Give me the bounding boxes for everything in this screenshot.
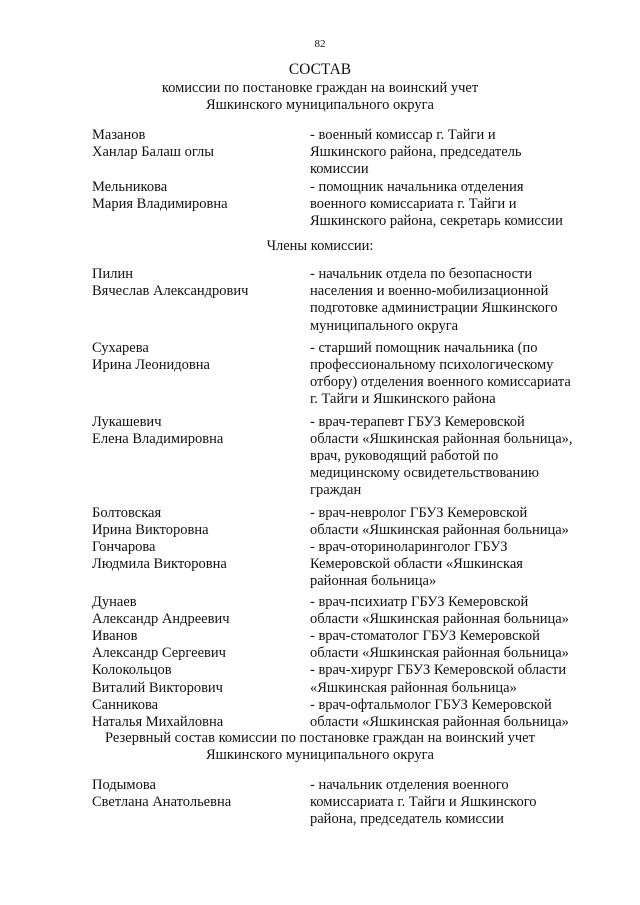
person-name <box>92 697 310 731</box>
role-line: района, председатель комиссии <box>310 811 504 828</box>
reserve-entry <box>92 777 612 829</box>
person-role <box>310 539 610 591</box>
member-entry <box>92 628 612 662</box>
role-line: профессиональному психологическому <box>310 357 554 374</box>
person-name <box>92 266 310 335</box>
person-name <box>92 628 310 662</box>
page-number: 82 <box>314 38 326 50</box>
surname: Болтовская <box>92 504 162 521</box>
given-names: Александр Сергеевич <box>92 645 226 662</box>
role-line: - старший помощник начальника (по <box>310 339 538 356</box>
given-names: Вячеслав Александрович <box>92 283 249 300</box>
person-role <box>310 179 610 231</box>
person-role <box>310 777 610 829</box>
surname: Иванов <box>92 628 138 645</box>
person-name <box>92 539 310 591</box>
person-role <box>310 505 610 539</box>
subtitle-line: комиссии по постановке граждан на воинский учет <box>161 80 479 96</box>
role-line: - врач-хирург ГБУЗ Кемеровской области <box>310 662 567 679</box>
surname: Колокольцов <box>92 662 172 679</box>
role-line: области «Яшкинская районная больница» <box>310 521 569 538</box>
person-name <box>92 414 310 500</box>
surname: Санникова <box>92 696 159 713</box>
person-name <box>92 662 310 696</box>
role-line: - врач-психиатр ГБУЗ Кемеровской <box>310 593 529 610</box>
role-line: медицинскому освидетельствованию <box>310 465 539 482</box>
surname: Сухарева <box>92 339 149 356</box>
person-name <box>92 127 310 179</box>
member-entry <box>92 662 612 696</box>
person-role <box>310 414 610 500</box>
reserve-heading-line: Яшкинского муниципального округа <box>206 747 434 763</box>
role-line: отбору) отделения военного комиссариата <box>310 374 571 391</box>
person-role <box>310 340 610 409</box>
person-name <box>92 594 310 628</box>
surname: Пилин <box>92 266 133 282</box>
role-line: комиссии <box>310 161 369 178</box>
role-line: - врач-терапевт ГБУЗ Кемеровской <box>310 413 525 430</box>
role-line: - помощник начальника отделения <box>310 178 524 195</box>
reserve-list <box>92 777 612 829</box>
role-line: «Яшкинская районная больница» <box>310 679 517 696</box>
given-names: Александр Андреевич <box>92 610 230 627</box>
role-line: подготовке администрации Яшкинского <box>310 300 558 317</box>
role-line: комиссариата г. Тайги и Яшкинского <box>310 794 537 811</box>
member-entry <box>92 414 612 500</box>
person-role <box>310 662 610 696</box>
surname: Гончарова <box>92 539 156 556</box>
role-line: врач, руководящий работой по <box>310 448 499 465</box>
document-title: СОСТАВ <box>288 61 352 78</box>
surname: Мельникова <box>92 178 168 195</box>
surname: Мазанов <box>92 127 146 143</box>
role-line: - начальник отдела по безопасности <box>310 266 533 282</box>
given-names: Ирина Леонидовна <box>92 357 210 374</box>
surname: Лукашевич <box>92 413 162 430</box>
role-line: - военный комиссар г. Тайги и <box>310 127 496 143</box>
member-entry <box>92 697 612 731</box>
members-heading: Члены комиссии: <box>266 238 374 254</box>
surname: Подымова <box>92 777 156 793</box>
role-line: области «Яшкинская районная больница» <box>310 645 569 662</box>
reserve-heading <box>0 730 640 764</box>
given-names: Людмила Викторовна <box>92 556 227 573</box>
given-names: Наталья Михайловна <box>92 714 224 731</box>
members-list <box>92 266 612 731</box>
person-role <box>310 628 610 662</box>
role-line: граждан <box>310 482 362 499</box>
member-entry <box>92 539 612 591</box>
person-name <box>92 179 310 231</box>
given-names: Светлана Анатольевна <box>92 794 232 811</box>
role-line: Яшкинского района, председатель <box>310 144 522 161</box>
person-role <box>310 697 610 731</box>
given-names: Виталий Викторович <box>92 679 223 696</box>
reserve-heading-line: Резервный состав комиссии по постановке граждан на воинский учет <box>105 730 535 746</box>
role-line: г. Тайги и Яшкинского района <box>310 391 496 408</box>
role-line: - врач-офтальмолог ГБУЗ Кемеровской <box>310 696 552 713</box>
person-role <box>310 127 610 179</box>
subtitle-line: Яшкинского муниципального округа <box>206 97 434 113</box>
role-line: - врач-стоматолог ГБУЗ Кемеровской <box>310 628 540 645</box>
member-entry <box>92 266 612 335</box>
role-line: - начальник отделения военного <box>310 777 509 793</box>
role-line: Кемеровской области «Яшкинская <box>310 556 523 573</box>
leadership-entry <box>92 127 612 179</box>
surname: Дунаев <box>92 593 137 610</box>
role-line: населения и военно-мобилизационной <box>310 283 549 300</box>
leadership-list <box>92 127 612 230</box>
given-names: Елена Владимировна <box>92 430 224 447</box>
leadership-entry <box>92 179 612 231</box>
role-line: области «Яшкинская районная больница», <box>310 430 573 447</box>
role-line: Яшкинского района, секретарь комиссии <box>310 213 563 230</box>
person-role <box>310 594 610 628</box>
given-names: Ханлар Балаш оглы <box>92 144 215 161</box>
person-role <box>310 266 610 335</box>
person-name <box>92 505 310 539</box>
given-names: Ирина Викторовна <box>92 521 209 538</box>
role-line: военного комиссариата г. Тайги и <box>310 195 517 212</box>
role-line: области «Яшкинская районная больница» <box>310 610 569 627</box>
role-line: - врач-оториноларинголог ГБУЗ <box>310 539 508 556</box>
role-line: области «Яшкинская районная больница» <box>310 714 569 731</box>
person-name <box>92 777 310 829</box>
member-entry <box>92 505 612 539</box>
role-line: районная больница» <box>310 573 437 590</box>
role-line: муниципального округа <box>310 317 459 334</box>
member-entry <box>92 340 612 409</box>
given-names: Мария Владимировна <box>92 195 228 212</box>
member-entry <box>92 594 612 628</box>
document-subtitle <box>0 80 640 114</box>
person-name <box>92 340 310 409</box>
role-line: - врач-невролог ГБУЗ Кемеровской <box>310 504 528 521</box>
